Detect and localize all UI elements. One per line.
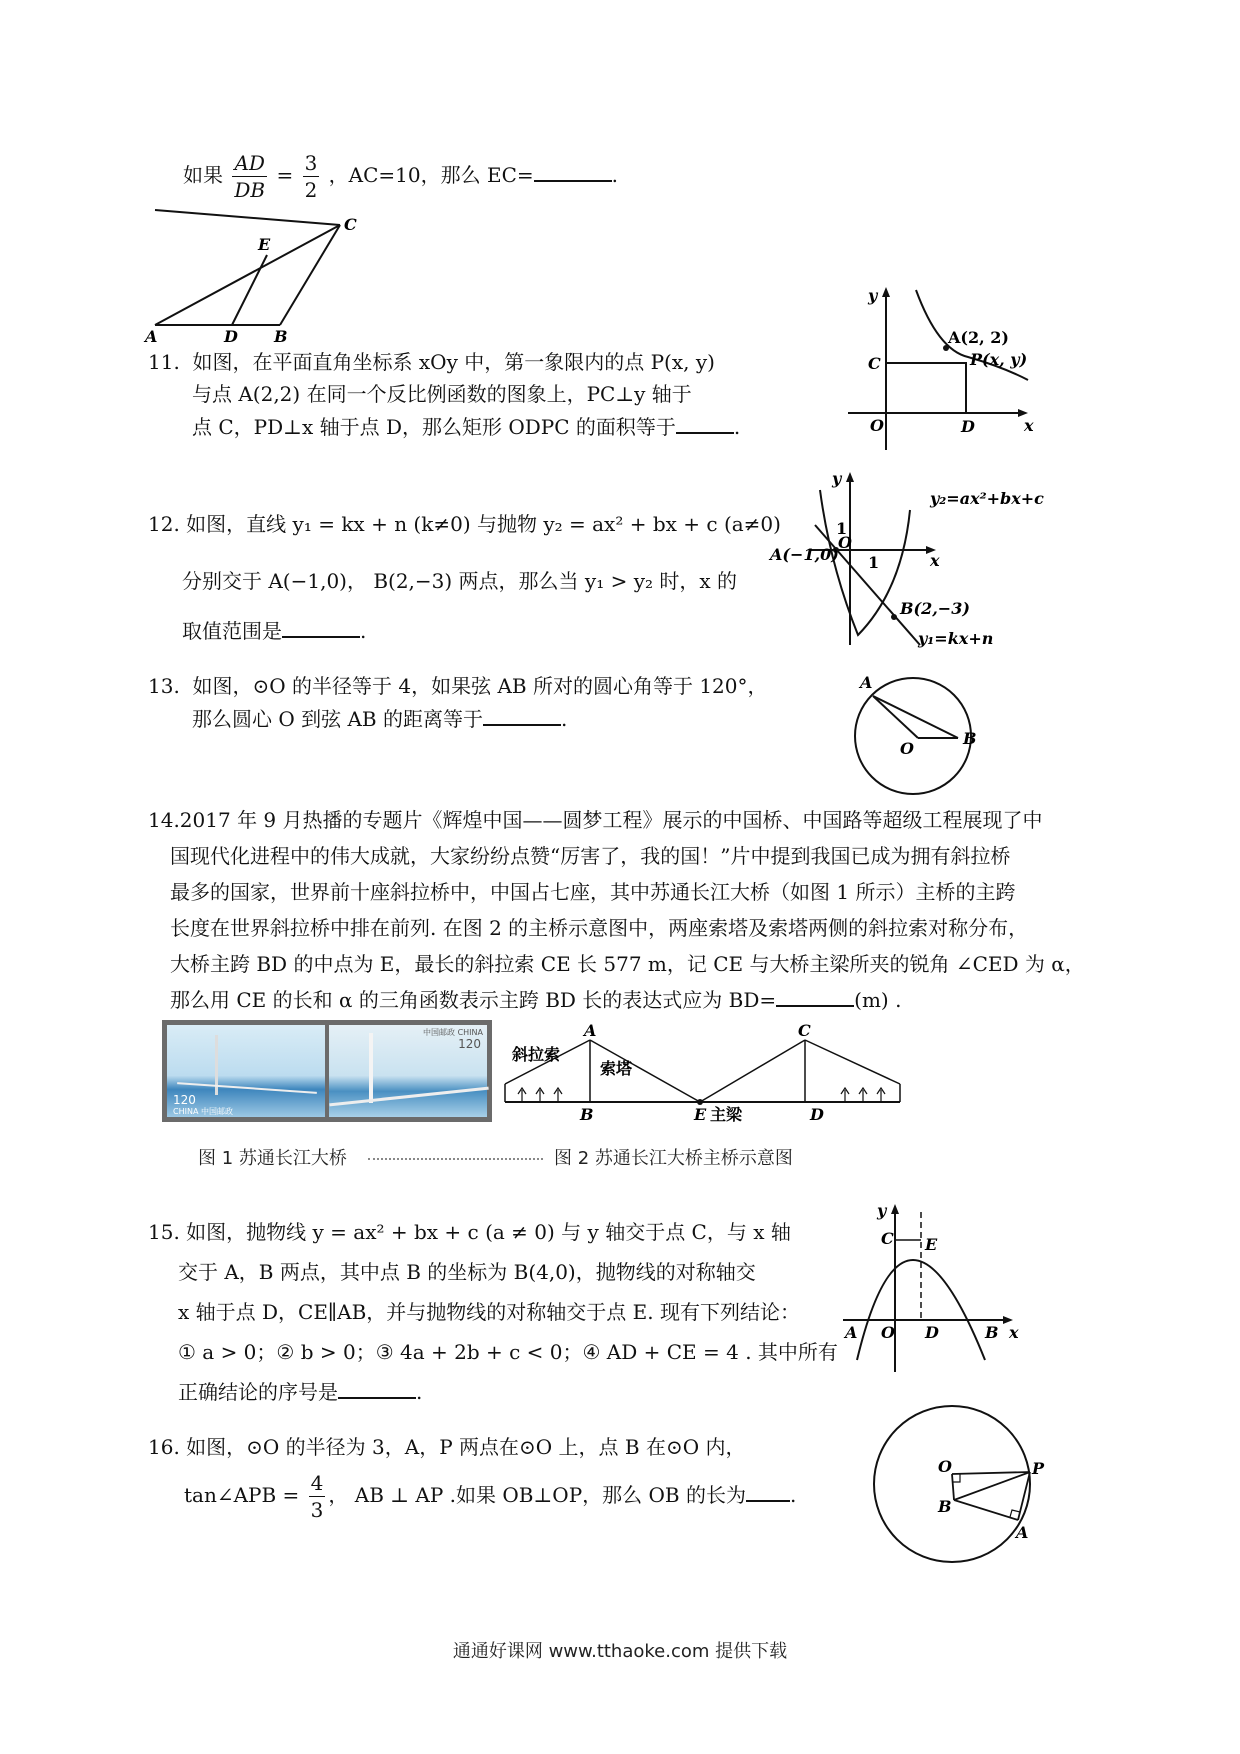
support-arrows-left [518, 1088, 562, 1102]
q15-text [148, 1212, 838, 1412]
q12-line1: 如图，直线 y₁ = kx + n (k≠0) 与抛物 y₂ = ax² + bx + c (a≠0) [186, 512, 781, 536]
label-e: E [925, 1235, 938, 1254]
q11-line2: 与点 A(2,2) 在同一个反比例函数的图象上，PC⊥y 轴于 [192, 382, 692, 406]
label-c: C [344, 215, 357, 234]
q12-figure [770, 469, 1044, 650]
q14-line4: 长度在世界斜拉桥中排在前列. 在图 2 的主桥示意图中，两座索塔及索塔两侧的斜拉索对称分布， [170, 916, 1029, 940]
seg-ac [155, 210, 340, 225]
q11-answer-blank [676, 410, 734, 434]
y-arrow-icon [882, 287, 890, 297]
q15-figure [835, 1200, 1025, 1375]
q15-line1: 15. 如图，抛物线 y = ax² + bx + c (a ≠ 0) 与 y 轴交于点 C，与 x 轴 [148, 1220, 791, 1244]
q10-mid: ，AC=10，那么 EC= [328, 163, 534, 187]
label-d: D [224, 327, 238, 346]
frac-den: DB [234, 178, 266, 202]
label-c: C [881, 1229, 894, 1248]
q10-fraction-3-2 [303, 150, 320, 203]
segment-bp [954, 1472, 1030, 1500]
caption-fig1: 图 1 苏通长江大桥 [198, 1148, 347, 1169]
q11-line3: 点 C，PD⊥x 轴于点 D，那么矩形 ODPC 的面积等于 [192, 415, 676, 439]
q10-figure [140, 210, 380, 346]
label-x: x [1009, 1323, 1019, 1342]
q13-end: . [560, 707, 568, 731]
label-e: E [694, 1105, 707, 1124]
q12-number: 12. [148, 512, 180, 536]
label-x: x [930, 551, 940, 570]
label-a: A [845, 1323, 858, 1342]
seg-ac-line [155, 225, 340, 325]
q10-prefix: 如果 [183, 163, 223, 187]
q16-fraction-4-3 [309, 1470, 326, 1523]
q12-answer-blank [282, 614, 360, 638]
point-b [891, 614, 897, 620]
q10-fraction-ad-db [232, 150, 267, 203]
label-o: O [881, 1323, 895, 1342]
q13-line2: 那么圆心 O 到弦 AB 的距离等于 [192, 707, 483, 731]
q14-end: (m) . [854, 988, 902, 1012]
frac-num: 3 [304, 151, 318, 175]
q12-line2: 分别交于 A(−1,0)， B(2,−3) 两点，那么当 y₁ > y₂ 时，x 的 [182, 569, 738, 593]
q10-end: . [611, 163, 619, 187]
deck-shape-2 [329, 1087, 488, 1107]
label-a: A [145, 327, 158, 346]
label-o: O [900, 739, 914, 758]
label-d: D [925, 1323, 939, 1342]
q13-line1: 如图，⊙O 的半径等于 4，如果弦 AB 所对的圆心角等于 120°， [192, 674, 768, 698]
q15-line5: 正确结论的序号是 [178, 1380, 338, 1404]
q13-text [148, 670, 768, 735]
stamp-photo [162, 1020, 492, 1122]
label-b: B [938, 1497, 952, 1516]
label-a: A [584, 1021, 597, 1040]
q11-text [148, 346, 740, 443]
q16-figure [868, 1400, 1045, 1570]
label-one-x: 1 [868, 553, 880, 572]
q12-end: . [360, 619, 367, 643]
stamp-brand-right: 中国邮政 CHINA [423, 1028, 483, 1037]
q14-answer-blank [776, 983, 854, 1007]
q13-number: 13. [148, 674, 180, 698]
q12-line3: 取值范围是 [182, 619, 282, 643]
label-x: x [1024, 416, 1034, 435]
label-b: B(2,−3) [900, 599, 970, 618]
tower-shape-2 [369, 1033, 373, 1103]
q12-text [148, 492, 781, 656]
stamp-price-left: 120 [173, 1093, 196, 1107]
label-d: D [810, 1105, 824, 1124]
frac-den: 3 [310, 1498, 324, 1522]
label-c: C [798, 1021, 811, 1040]
q14-text [148, 802, 1085, 1018]
label-o: O [838, 533, 852, 552]
q15-line4: ① a > 0；② b > 0；③ 4a + 2b + c < 0；④ AD + CE = 4 . 其中所有 [178, 1340, 838, 1364]
cable-right-c [805, 1040, 900, 1084]
q16-rest: ， AB ⊥ AP .如果 OB⊥OP，那么 OB 的长为 [328, 1483, 746, 1507]
stamp-left [167, 1025, 325, 1117]
label-y: y [832, 469, 842, 488]
label-one-y: 1 [836, 519, 848, 538]
label-a: A [860, 673, 873, 692]
label-a: A(2, 2) [948, 328, 1009, 347]
label-beam: 主梁 [710, 1105, 743, 1124]
label-p: P [1032, 1459, 1045, 1478]
q10-answer-blank [534, 158, 612, 182]
q16-tan-prefix: tan∠APB = [184, 1483, 300, 1507]
stamp-right [329, 1025, 487, 1117]
q14-line3: 最多的国家，世界前十座斜拉桥中，中国占七座，其中苏通长江大桥（如图 1 所示）主桥的主跨 [170, 880, 1016, 904]
stamp-brand-left: CHINA 中国邮政 [173, 1107, 233, 1116]
deck-shape [177, 1082, 317, 1094]
radius-oa [873, 696, 918, 738]
label-o: O [938, 1457, 952, 1476]
label-e: E [258, 235, 271, 254]
q16-line1: 16. 如图，⊙O 的半径为 3，A，P 两点在⊙O 上，点 B 在⊙O 内， [148, 1435, 746, 1459]
frac-num: AD [232, 150, 267, 177]
label-o: O [870, 416, 884, 435]
q13-figure [838, 668, 988, 798]
cable-ce [700, 1040, 805, 1102]
label-a: A [1016, 1523, 1029, 1542]
q16-answer-blank [746, 1478, 790, 1502]
footer-source: 通通好课网 www.tthaoke.com 提供下载 [452, 1641, 788, 1662]
label-b: B [985, 1323, 999, 1342]
label-tower: 索塔 [600, 1059, 633, 1078]
q15-line2: 交于 A，B 两点，其中点 B 的坐标为 B(4,0)，抛物线的对称轴交 [178, 1260, 756, 1284]
label-b: B [963, 729, 977, 748]
segment-ob [952, 1474, 954, 1500]
chord-ab [873, 696, 958, 738]
label-b: B [274, 327, 288, 346]
y-arrow-icon [891, 1204, 899, 1214]
q14-line5: 大桥主跨 BD 的中点为 E，最长的斜拉索 CE 长 577 m，记 CE 与大桥主梁所夹的锐角 ∠CED 为 α， [170, 952, 1085, 976]
q10-text [183, 150, 618, 203]
label-y: y [877, 1201, 887, 1220]
y-arrow-icon [846, 472, 854, 482]
q14-line2: 国现代化进程中的伟大成就，大家纷纷点赞“厉害了，我的国！”片中提到我国已成为拥有斜拉桥 [170, 844, 1011, 868]
frac-den: 2 [304, 178, 318, 202]
segment-op [952, 1472, 1030, 1474]
stamp-price-right: 120 [458, 1037, 481, 1051]
q14-bridge-figure [500, 1022, 910, 1122]
q11-number: 11. [148, 350, 180, 374]
q11-figure [838, 285, 1038, 455]
label-cable: 斜拉索 [512, 1045, 561, 1064]
label-d: D [961, 417, 975, 436]
label-a: A(−1,0) [770, 545, 839, 564]
q13-answer-blank [483, 702, 561, 726]
q10-eq: = [276, 163, 294, 187]
q15-answer-blank [338, 1375, 416, 1399]
label-y1: y₁=kx+n [918, 629, 994, 648]
caption-dots [368, 1158, 543, 1160]
label-p: P(x, y) [970, 350, 1028, 369]
q11-end: . [733, 415, 741, 439]
seg-bc [280, 225, 340, 325]
support-arrows-right [841, 1088, 885, 1102]
seg-de [232, 255, 267, 325]
q16-end: . [789, 1483, 797, 1507]
rectangle-odpc [886, 363, 966, 413]
q14-line6: 那么用 CE 的长和 α 的三角函数表示主跨 BD 长的表达式应为 BD= [170, 988, 777, 1012]
q16-text [148, 1424, 796, 1523]
q15-line3: x 轴于点 D，CE∥AB，并与抛物线的对称轴交于点 E. 现有下列结论： [178, 1300, 800, 1324]
label-y: y [868, 286, 878, 305]
frac-num: 4 [310, 1471, 324, 1495]
label-b: B [580, 1105, 594, 1124]
q14-line1: 14.2017 年 9 月热播的专题片《辉煌中国——圆梦工程》展示的中国桥、中国路等超级工程展现了中 [148, 808, 1043, 832]
segment-ba [954, 1500, 1018, 1520]
q11-line1: 如图，在平面直角坐标系 xOy 中，第一象限内的点 P(x, y) [192, 350, 715, 374]
q15-end: . [416, 1380, 423, 1404]
caption-fig2: 图 2 苏通长江大桥主桥示意图 [554, 1148, 793, 1169]
label-y2: y₂=ax²+bx+c [930, 489, 1044, 508]
label-c: C [868, 354, 881, 373]
